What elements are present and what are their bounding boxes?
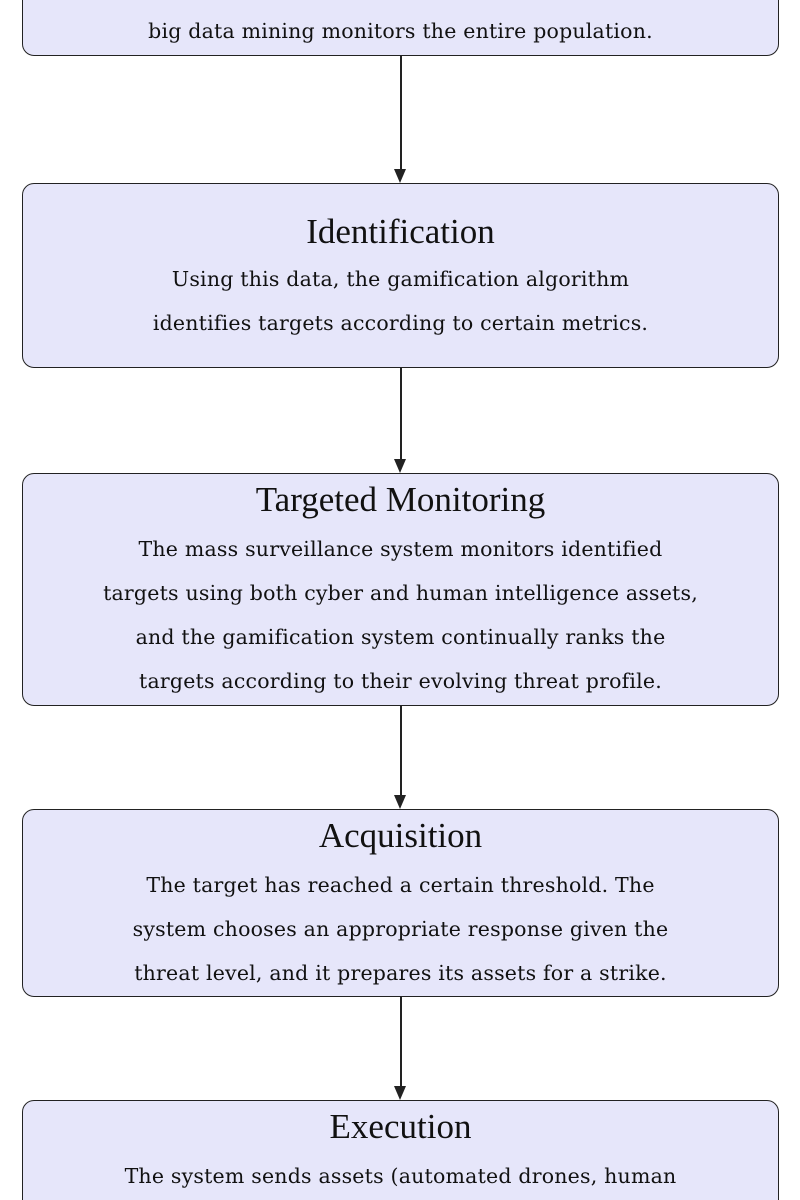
flow-arrow xyxy=(400,368,402,473)
arrow-head-icon xyxy=(394,459,406,473)
flow-arrow xyxy=(400,56,402,183)
flow-arrow xyxy=(400,997,402,1100)
step-text-line: and the gamification system continually ranks the xyxy=(135,625,666,649)
arrow-head-icon xyxy=(394,795,406,809)
step-box-execution xyxy=(22,1100,779,1200)
step-text-line: identifies targets according to certain metrics. xyxy=(152,311,649,335)
step-title: Targeted Monitoring xyxy=(255,480,546,519)
arrow-shaft xyxy=(400,997,402,1086)
arrow-shaft xyxy=(400,706,402,795)
step-title: Acquisition xyxy=(318,816,483,855)
step-text-line: The mass surveillance system monitors identified xyxy=(138,537,663,561)
step-collection-text-line: big data mining monitors the entire population. xyxy=(148,19,653,43)
step-title: Execution xyxy=(329,1107,472,1146)
step-box-acquisition xyxy=(22,809,779,997)
arrow-head-icon xyxy=(394,169,406,183)
step-text-line: The target has reached a certain threshold. The xyxy=(146,873,655,897)
arrow-shaft xyxy=(400,368,402,459)
step-text-line: system chooses an appropriate response given the xyxy=(132,917,669,941)
step-text-line: targets using both cyber and human intelligence assets, xyxy=(103,581,698,605)
step-box-identification xyxy=(22,183,779,368)
step-text-line: threat level, and it prepares its assets for a strike. xyxy=(134,961,667,985)
arrow-head-icon xyxy=(394,1086,406,1100)
step-box-targeted-monitoring xyxy=(22,473,779,706)
arrow-shaft xyxy=(400,56,402,169)
step-box-collection xyxy=(22,0,779,56)
step-title: Identification xyxy=(306,212,495,251)
flow-arrow xyxy=(400,706,402,809)
step-text-line: targets according to their evolving threat profile. xyxy=(139,669,662,693)
step-text-line: The system sends assets (automated drones, human xyxy=(124,1164,677,1188)
step-text-line: Using this data, the gamification algorithm xyxy=(171,267,630,291)
